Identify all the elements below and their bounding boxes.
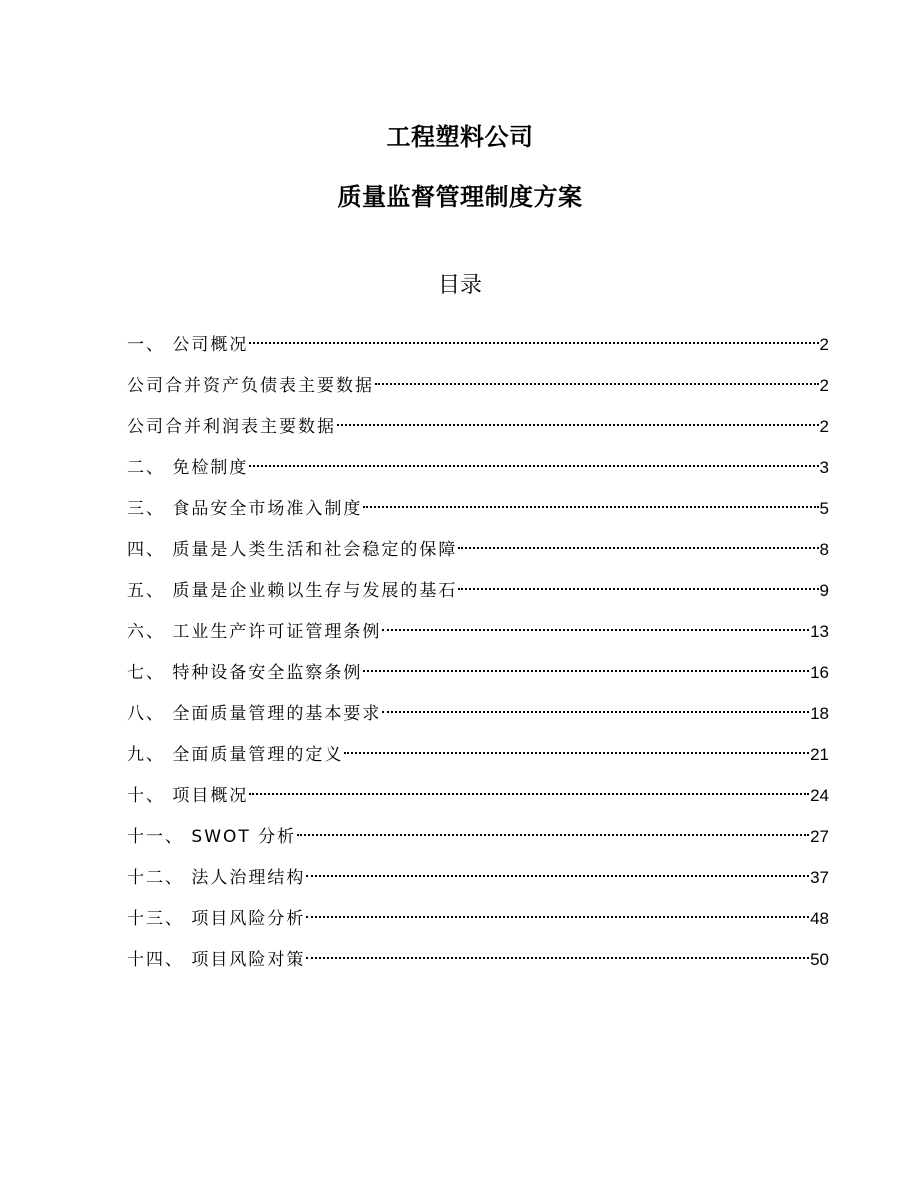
toc-entry[interactable] — [127, 486, 829, 527]
toc-entry-label: 十四、 项目风险对策 — [127, 950, 306, 970]
toc-entry-label: 七、 特种设备安全监察条例 — [127, 663, 363, 683]
toc-entry-label: 十二、 法人治理结构 — [127, 868, 306, 888]
toc-dot-leader — [344, 732, 809, 760]
toc-entry-page: 24 — [810, 786, 829, 805]
toc-dot-leader — [306, 855, 809, 883]
toc-dot-leader — [249, 445, 818, 473]
toc-entry-page: 8 — [819, 540, 829, 559]
toc-entry[interactable] — [127, 691, 829, 732]
toc-dot-leader — [382, 691, 809, 719]
toc-entry[interactable] — [127, 732, 829, 773]
toc-entry[interactable] — [127, 322, 829, 363]
toc-entry[interactable] — [127, 527, 829, 568]
toc-entry[interactable] — [127, 855, 829, 896]
toc-entry-label: 五、 质量是企业赖以生存与发展的基石 — [127, 581, 458, 601]
toc-entry-page: 16 — [810, 663, 829, 682]
toc-dot-leader — [382, 609, 809, 637]
toc-entry-label: 一、 公司概况 — [127, 335, 249, 355]
toc-entry-label: 公司合并资产负债表主要数据 — [127, 376, 374, 396]
toc-entry[interactable] — [127, 650, 829, 691]
toc-entry-page: 37 — [810, 868, 829, 887]
toc-entry-label: 十三、 项目风险分析 — [127, 909, 306, 929]
toc-entry-label: 六、 工业生产许可证管理条例 — [127, 622, 382, 642]
toc-entry-label: 二、 免检制度 — [127, 458, 249, 478]
toc-entry[interactable] — [127, 609, 829, 650]
toc-dot-leader — [306, 937, 809, 965]
toc-entry-page: 27 — [810, 827, 829, 846]
toc-dot-leader — [297, 814, 809, 842]
toc-entry[interactable] — [127, 814, 829, 855]
toc-entry-label: 十一、 SWOT 分析 — [127, 827, 297, 847]
toc-entry-page: 48 — [810, 909, 829, 928]
toc-dot-leader — [375, 363, 819, 391]
toc-entry-label: 九、 全面质量管理的定义 — [127, 745, 344, 765]
toc-entry-page: 50 — [810, 950, 829, 969]
toc-entry-label: 十、 项目概况 — [127, 786, 249, 806]
toc-entry-page: 3 — [819, 458, 829, 477]
toc-entry[interactable] — [127, 568, 829, 609]
toc-entry[interactable] — [127, 404, 829, 445]
toc-dot-leader — [249, 322, 818, 350]
toc-entry-page: 2 — [819, 335, 829, 354]
toc-dot-leader — [458, 527, 818, 555]
toc-heading: 目录 — [437, 273, 482, 298]
toc-entry-page: 21 — [810, 745, 829, 764]
toc-entry[interactable] — [127, 937, 829, 978]
toc-entry[interactable] — [127, 363, 829, 404]
toc-entry-label: 四、 质量是人类生活和社会稳定的保障 — [127, 540, 458, 560]
toc-dot-leader — [306, 896, 809, 924]
toc-entry-label: 三、 食品安全市场准入制度 — [127, 499, 363, 519]
toc-entry[interactable] — [127, 445, 829, 486]
toc-entry-page: 2 — [819, 376, 829, 395]
toc-entry-page: 2 — [819, 417, 829, 436]
toc-entry-page: 18 — [810, 704, 829, 723]
toc-entry-page: 9 — [819, 581, 829, 600]
table-of-contents — [127, 322, 829, 978]
toc-dot-leader — [337, 404, 819, 432]
toc-entry-label: 八、 全面质量管理的基本要求 — [127, 704, 382, 724]
document-subtitle: 质量监督管理制度方案 — [337, 183, 583, 211]
toc-dot-leader — [458, 568, 818, 596]
toc-entry[interactable] — [127, 896, 829, 937]
toc-entry-page: 5 — [819, 499, 829, 518]
toc-dot-leader — [363, 650, 809, 678]
toc-dot-leader — [249, 773, 809, 801]
toc-dot-leader — [363, 486, 818, 514]
document-title: 工程塑料公司 — [386, 123, 534, 151]
toc-entry[interactable] — [127, 773, 829, 814]
toc-entry-label: 公司合并利润表主要数据 — [127, 417, 336, 437]
toc-entry-page: 13 — [810, 622, 829, 641]
